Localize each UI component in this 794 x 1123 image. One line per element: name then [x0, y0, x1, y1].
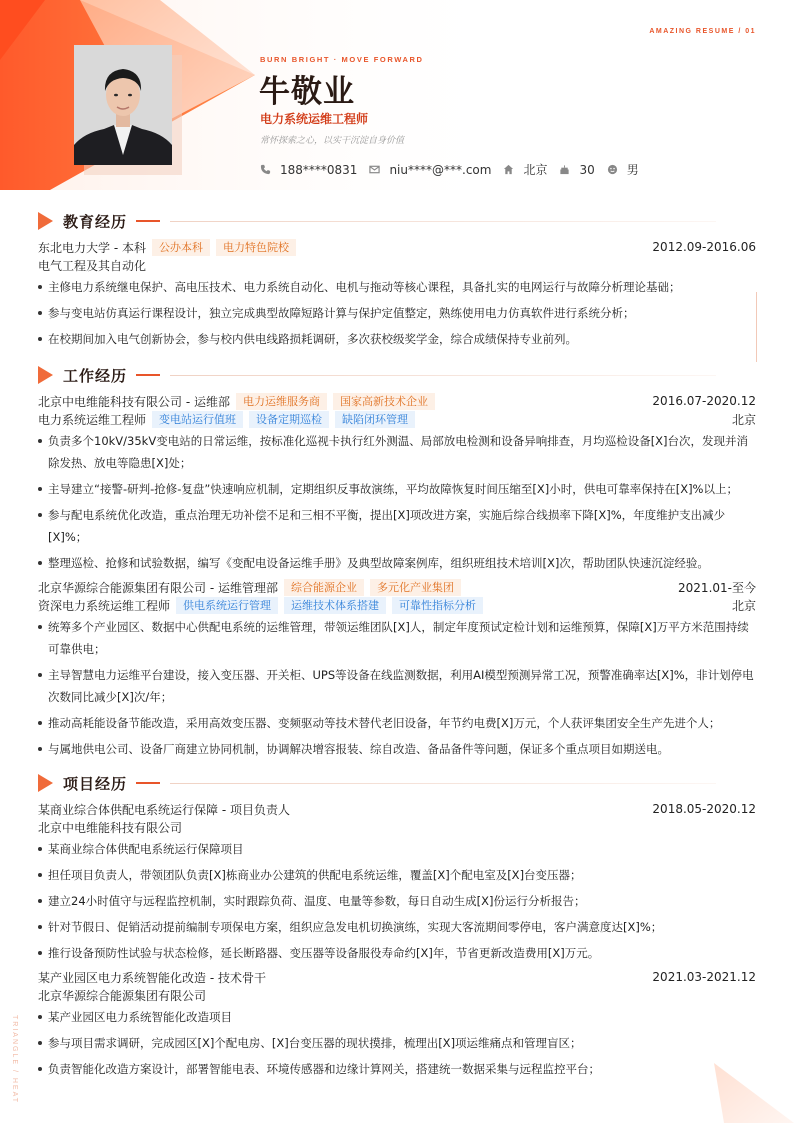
list-item: 主导智慧电力运维平台建设，接入变压器、开关柜、UPS等设备在线监测数据，利用AI模型预测异常工况，预警准确率达[X]%，非计划停电次数同比减少[X]次/年； — [38, 664, 756, 708]
list-item: 推行设备预防性试验与状态检修，延长断路器、变压器等设备服役寿命约[X]年，节省更新改造费用[X]万元。 — [38, 942, 756, 964]
major-row — [38, 256, 756, 274]
project-name: 某产业园区电力系统智能化改造 - 技术骨干 — [38, 970, 266, 985]
face-icon — [607, 164, 618, 175]
title-rule — [170, 375, 716, 376]
list-item: 建立24小时值守与远程监控机制，实时跟踪负荷、温度、电量等参数，每日自动生成[X]份运行分析报告； — [38, 890, 756, 912]
section-header — [38, 210, 756, 232]
side-vertical-text: TRIANGLE / HEAT — [11, 1015, 18, 1104]
portrait-icon — [74, 45, 172, 165]
side-divider — [756, 292, 757, 362]
education-section — [38, 210, 756, 354]
education-date: 2012.09-2016.06 — [652, 240, 756, 254]
title-rule — [170, 783, 716, 784]
section-title: 教育经历 — [63, 212, 128, 231]
title-dash — [136, 374, 160, 376]
list-item: 主修电力系统继电保护、高电压技术、电力系统自动化、电机与拖动等核心课程，具备扎实的电网运行与故障分析理论基础； — [38, 276, 756, 298]
city-value: 北京 — [523, 163, 548, 177]
gender-value: 男 — [626, 163, 639, 177]
contact-phone — [260, 163, 357, 177]
project-date: 2021.03-2021.12 — [652, 970, 756, 984]
job-title: 电力系统运维工程师 — [260, 112, 369, 126]
major: 电气工程及其自动化 — [38, 258, 147, 273]
avatar — [74, 45, 172, 165]
age-value: 30 — [579, 162, 595, 177]
project-date: 2018.05-2020.12 — [652, 802, 756, 816]
project-org: 北京中电维能科技有限公司 — [38, 820, 183, 835]
list-item: 负责智能化改造方案设计，部署智能电表、环境传感器和边缘计算网关，搭建统一数据采集与远程监控平台； — [38, 1058, 756, 1080]
work-section — [38, 364, 756, 764]
phone-icon — [260, 164, 271, 175]
company-tag: 综合能源企业 — [284, 579, 364, 596]
education-bullets — [38, 276, 756, 350]
job-company-row — [38, 392, 756, 410]
project-row — [38, 800, 756, 818]
section-header — [38, 364, 756, 386]
company-tag: 电力运维服务商 — [236, 393, 327, 410]
role-name: 资深电力系统运维工程师 — [38, 598, 171, 613]
role-tag: 运维技术体系搭建 — [284, 597, 386, 614]
company-tag: 多元化产业集团 — [370, 579, 461, 596]
contact-city — [503, 161, 547, 178]
list-item: 整理巡检、抢修和试验数据，编写《变配电设备运维手册》及典型故障案例库，组织班组技术培训[X]次，帮助团队快速沉淀经验。 — [38, 552, 756, 574]
list-item: 参与变电站仿真运行课程设计，独立完成典型故障短路计算与保护定值整定，熟练使用电力仿真软件进行系统分析； — [38, 302, 756, 324]
project-bullets — [38, 838, 756, 964]
job-role-row — [38, 596, 756, 614]
phone-value: 188****0831 — [280, 162, 358, 177]
list-item: 针对节假日、促销活动提前编制专项保电方案，组织应急发电机切换演练，实现大客流期间零停电，客户满意度达[X]%； — [38, 916, 756, 938]
role-tag: 设备定期巡检 — [249, 411, 329, 428]
job-date: 2021.01-至今 — [678, 580, 756, 595]
list-item: 统筹多个产业园区、数据中心供配电系统的运维管理，带领运维团队[X]人，制定年度预试定检计划和运维预算，保障[X]万平方米范围持续可靠供电； — [38, 616, 756, 660]
school-tag: 公办本科 — [152, 239, 210, 256]
list-item: 某产业园区电力系统智能化改造项目 — [38, 1006, 756, 1028]
email-value: niu****@***.com — [389, 162, 492, 177]
project-org-row — [38, 818, 756, 836]
triangle-icon — [38, 774, 53, 792]
contact-age — [559, 163, 594, 177]
job-date: 2016.07-2020.12 — [652, 394, 756, 408]
section-title: 工作经历 — [63, 366, 128, 385]
motto: 常怀探索之心，以实干沉淀自身价值 — [260, 136, 405, 146]
job-role-row — [38, 410, 756, 428]
list-item: 担任项目负责人，带领团队负责[X]栋商业办公建筑的供配电系统运维，覆盖[X]个配电室及[X]台变压器； — [38, 864, 756, 886]
triangle-icon — [38, 212, 53, 230]
candidate-name: 牛敬业 — [259, 74, 355, 110]
contact-row — [260, 161, 651, 178]
cake-icon — [559, 164, 570, 175]
role-tag: 可靠性指标分析 — [392, 597, 483, 614]
list-item: 主导建立“接警-研判-抢修-复盘”快速响应机制，定期组织反事故演练，平均故障恢复时间压缩至[X]小时，供电可靠率保持在[X]%以上； — [38, 478, 756, 500]
triangle-icon — [38, 366, 53, 384]
corner-tag: AMAZING RESUME / 01 — [649, 28, 756, 35]
company-name: 北京中电维能科技有限公司 - 运维部 — [38, 394, 230, 409]
home-icon — [503, 164, 514, 175]
list-item: 与属地供电公司、设备厂商建立协同机制，协调解决增容报装、综自改造、备品备件等问题，保证多个重点项目如期送电。 — [38, 738, 756, 760]
role-tag: 变电站运行值班 — [152, 411, 243, 428]
role-tag: 缺陷闭环管理 — [335, 411, 415, 428]
project-name: 某商业综合体供配电系统运行保障 - 项目负责人 — [38, 802, 290, 817]
list-item: 在校期间加入电气创新协会，参与校内供电线路损耗调研，多次获校级奖学金，综合成绩保持专业前列。 — [38, 328, 756, 350]
job-bullets — [38, 616, 756, 760]
job-company-row — [38, 578, 756, 596]
section-header — [38, 772, 756, 794]
project-org: 北京华源综合能源集团有限公司 — [38, 988, 207, 1003]
list-item: 负责多个10kV/35kV变电站的日常运维，按标准化巡视卡执行红外测温、局部放电检测和设备异响排查，月均巡检设备[X]台次，发现并消除发热、放电等隐患[X]处； — [38, 430, 756, 474]
tagline: BURN BRIGHT · MOVE FORWARD — [260, 55, 424, 64]
mail-icon — [369, 164, 380, 175]
project-row — [38, 968, 756, 986]
job-location: 北京 — [731, 412, 756, 427]
job-bullets — [38, 430, 756, 574]
projects-section — [38, 772, 756, 1084]
list-item: 推动高耗能设备节能改造，采用高效变压器、变频驱动等技术替代老旧设备，年节约电费[X]万元，个人获评集团安全生产先进个人； — [38, 712, 756, 734]
corner-decoration — [684, 1053, 794, 1123]
project-org-row — [38, 986, 756, 1004]
school-tag: 电力特色院校 — [216, 239, 296, 256]
contact-gender — [607, 161, 639, 178]
school-name: 东北电力大学 - 本科 — [38, 240, 146, 255]
company-name: 北京华源综合能源集团有限公司 - 运维管理部 — [38, 580, 278, 595]
contact-email — [369, 163, 491, 177]
list-item: 参与配电系统优化改造，重点治理无功补偿不足和三相不平衡，提出[X]项改进方案，实施后综合线损率下降[X]%，年度维护支出减少[X]%； — [38, 504, 756, 548]
title-rule — [170, 221, 716, 222]
title-dash — [136, 220, 160, 222]
project-bullets — [38, 1006, 756, 1080]
list-item: 参与项目需求调研，完成园区[X]个配电房、[X]台变压器的现状摸排，梳理出[X]项运维痛点和管理盲区； — [38, 1032, 756, 1054]
title-dash — [136, 782, 160, 784]
job-location: 北京 — [731, 598, 756, 613]
education-row — [38, 238, 756, 256]
company-tag: 国家高新技术企业 — [333, 393, 435, 410]
list-item: 某商业综合体供配电系统运行保障项目 — [38, 838, 756, 860]
role-name: 电力系统运维工程师 — [38, 412, 147, 427]
role-tag: 供电系统运行管理 — [176, 597, 278, 614]
section-title: 项目经历 — [63, 774, 128, 793]
